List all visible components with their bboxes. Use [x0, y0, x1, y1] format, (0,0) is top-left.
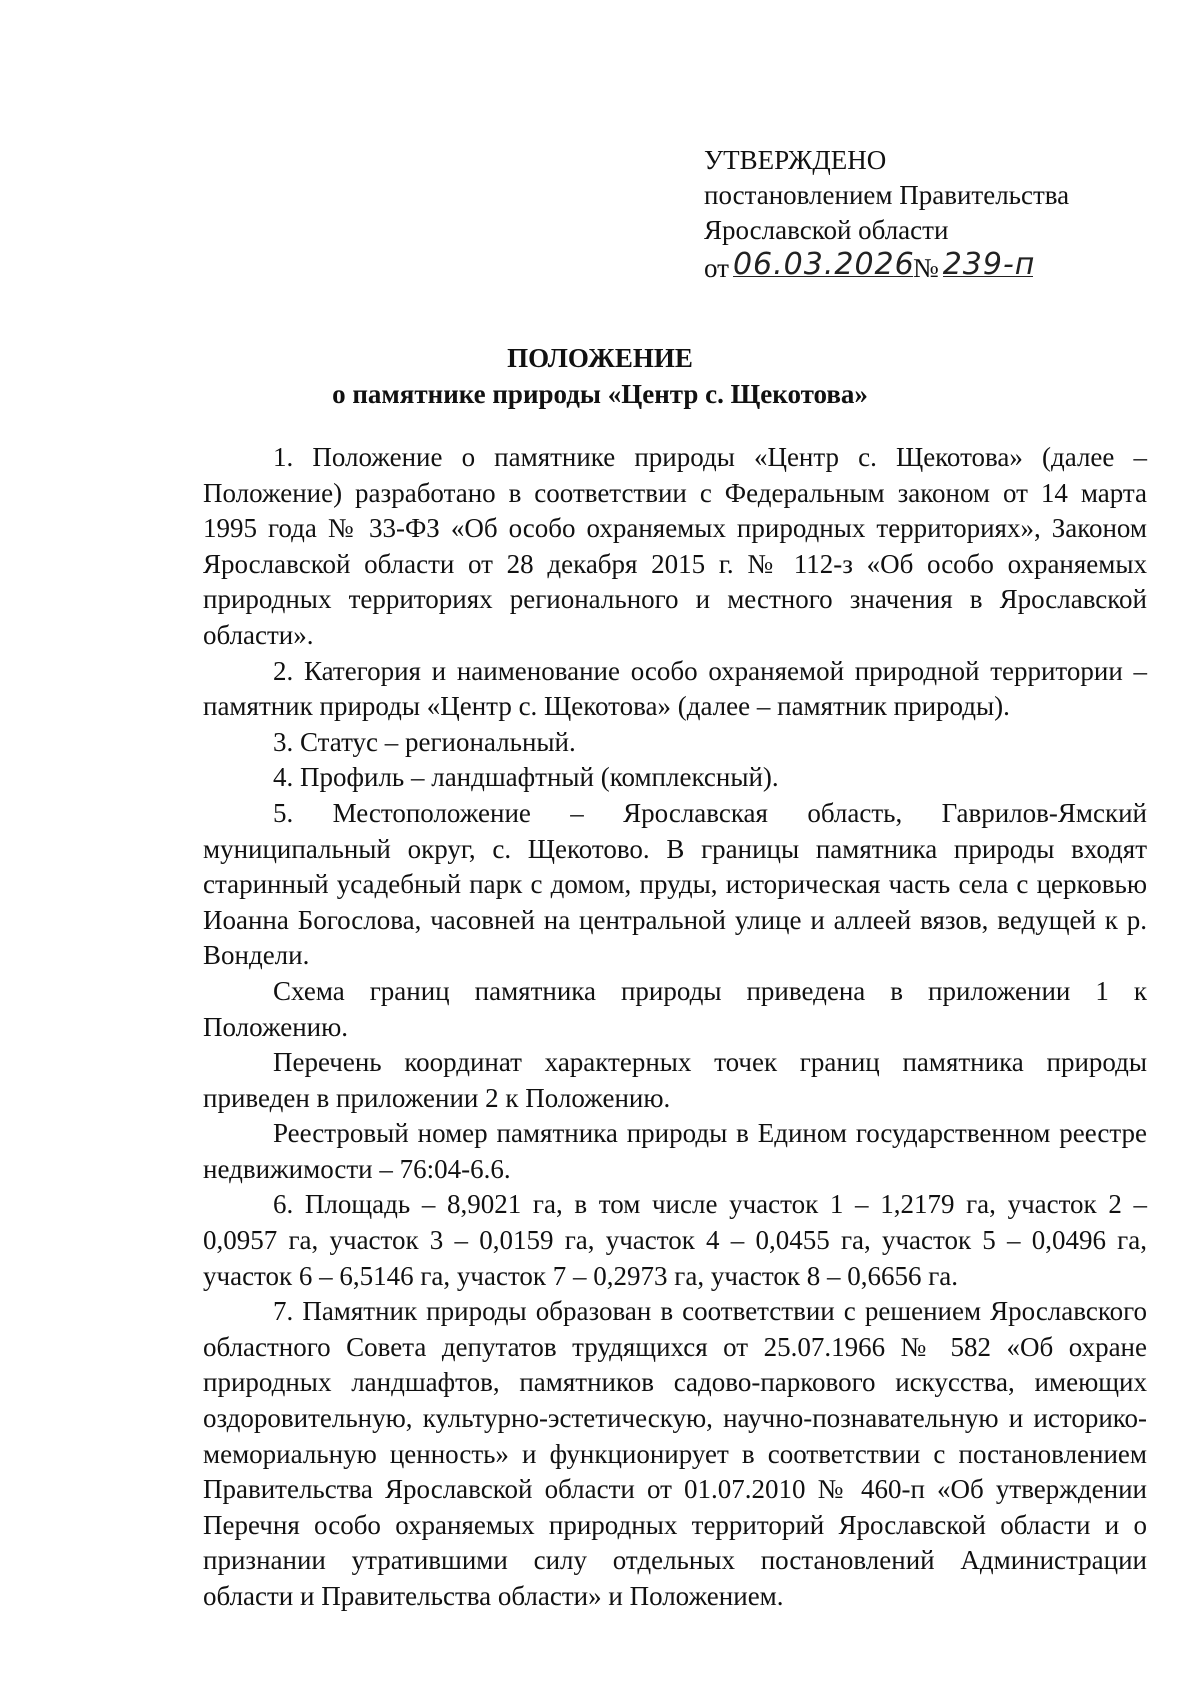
paragraph-5-coordinates: Перечень координат характерных точек границ памятника природы приведен в приложении 2 к Положению.	[203, 1047, 1147, 1113]
approval-date: 06.03.2026	[732, 247, 915, 282]
paragraph-5-registry: Реестровый номер памятника природы в Едином государственном реестре недвижимости – 76:04-6.6.	[203, 1118, 1147, 1184]
approval-number-label: №	[912, 253, 939, 283]
approval-date-field	[732, 247, 915, 282]
approval-line-2: Ярославской области	[704, 215, 949, 245]
paragraph-3: 3. Статус – региональный.	[273, 726, 576, 757]
document-title	[0, 340, 1200, 412]
paragraph-6: 6. Площадь – 8,9021 га, в том числе участок 1 – 1,2179 га, участок 2 – 0,0957 га, участок 3 – 0,0159 га, участок 4 – 0,0455 га, участок 5 – 0,0496 га, участок 6 – 6,5146 га, участок 7 – 0,2973 га, участок 8 – 0,6656 га.	[203, 1189, 1147, 1291]
approval-from-label: от	[704, 253, 729, 283]
paragraph-4: 4. Профиль – ландшафтный (комплексный).	[273, 762, 779, 793]
approval-date-line	[704, 248, 1069, 286]
approval-stamp	[704, 143, 1069, 286]
paragraph-5: 5. Местоположение – Ярославская область, Гаврилов-Ямский муниципальный округ, с. Щекотово. В границы памятника природы входят старинный усадебный парк с домом, пруды, историческая часть села с церковью Иоанна Богослова, часовней на центральной улице и аллеей вязов, ведущей к р. Вондели.	[203, 797, 1147, 971]
approval-line-1: постановлением Правительства	[704, 180, 1070, 210]
paragraph-1: 1. Положение о памятнике природы «Центр с. Щекотова» (далее – Положение) разработано в соответствии с Федеральным законом от 14 марта 1995 года № 33-ФЗ «Об особо охраняемых природных территориях», Законом Ярославской области от 28 декабря 2015 г. № 112-з «Об особо охраняемых природных территориях регионального и местного значения в Ярославской области».	[203, 442, 1147, 650]
title-subtitle: о памятнике природы «Центр с. Щекотова»	[332, 379, 868, 409]
approval-number-field	[942, 247, 1036, 282]
title-main: ПОЛОЖЕНИЕ	[507, 343, 693, 373]
approval-number: 239-п	[942, 247, 1036, 282]
approval-heading: УТВЕРЖДЕНО	[704, 145, 887, 175]
paragraph-2: 2. Категория и наименование особо охраняемой природной территории – памятник природы «Центр с. Щекотова» (далее – памятник природы).	[203, 655, 1147, 722]
document-body	[203, 440, 1147, 1615]
paragraph-7: 7. Памятник природы образован в соответствии с решением Ярославского областного Совета депутатов трудящихся от 25.07.1966 № 582 «Об охране природных ландшафтов, памятников садово-паркового искусства, имеющих оздоровительную, культурно-эстетическую, научно-познавательную и историко-мемориальную ценность» и функционирует в соответствии с постановлением Правительства Ярославской области от 01.07.2010 № 460-п «Об утверждении Перечня особо охраняемых природных территорий Ярославской области и о признании утратившими силу отдельных постановлений Администрации области и Правительства области» и Положением.	[203, 1296, 1147, 1611]
paragraph-5-scheme: Схема границ памятника природы приведена в приложении 1 к Положению.	[203, 975, 1147, 1042]
